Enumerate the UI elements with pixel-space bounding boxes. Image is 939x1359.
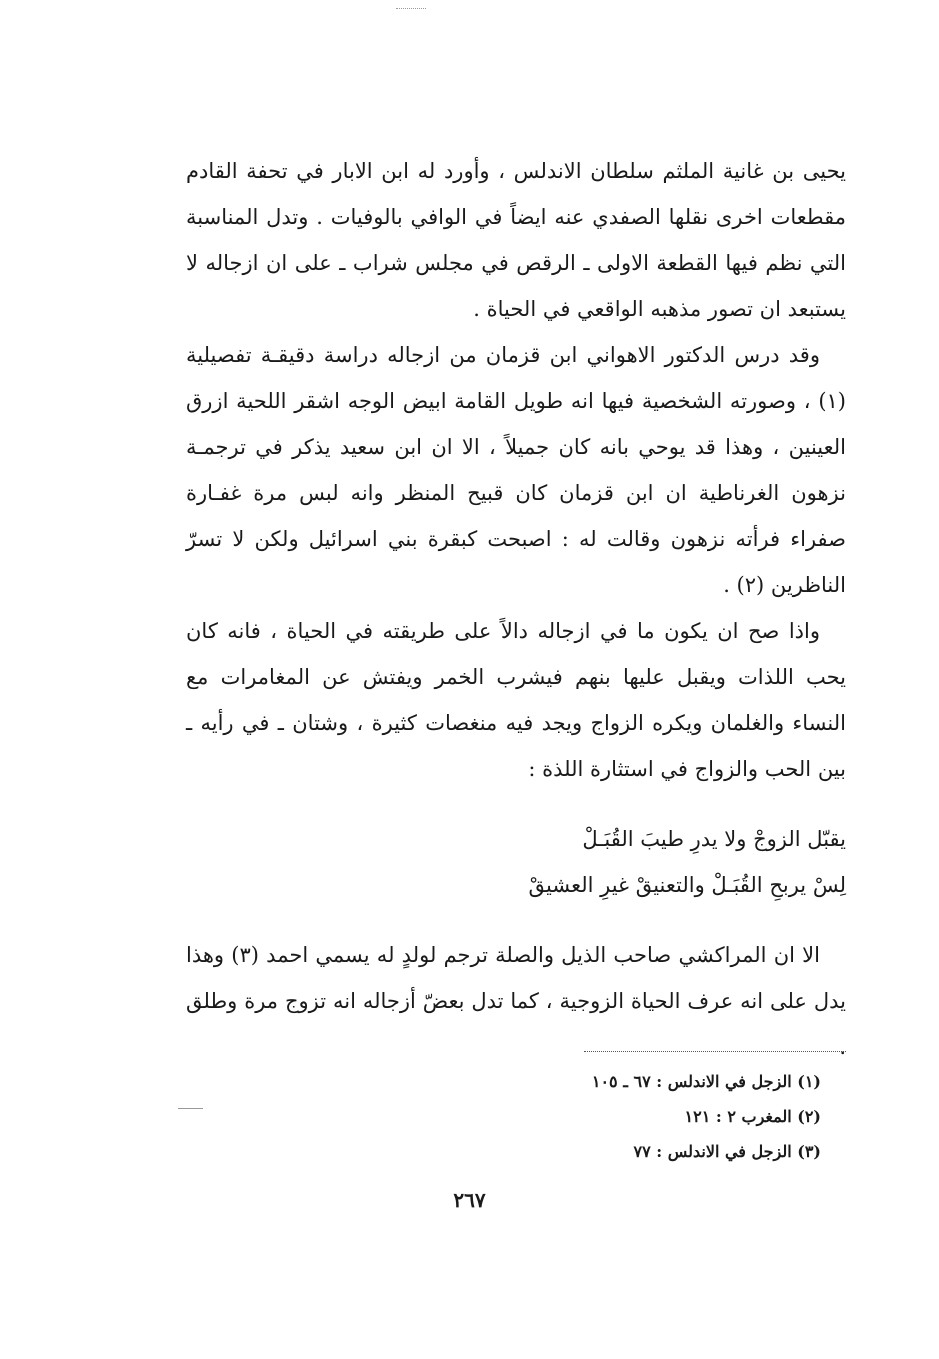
footnote-2: (٢) المغرب ٢ : ١٢١ — [684, 1107, 821, 1126]
scan-artifact-dash — [178, 1108, 203, 1109]
footnotes — [481, 1064, 821, 1169]
zajal-verse — [186, 816, 846, 908]
verse-line-1: يقبّل الزوجْ ولا يدرِ طيبَ القُبَـلْ — [582, 827, 846, 851]
paragraph-3: واذا صح ان يكون ما في ازجاله دالاً على طريقته في الحياة ، فانه كان يحب اللذات ويقبل عليها بنهم فيشرب الخمر ويفتش عن المغامرات مع النساء والغلمان ويكره الزواج ويجد فيه منغصات كثيرة ، وشتان ـ في رأيه ـ بين الحب والزواج في استثارة اللذة : — [186, 619, 846, 781]
page-number: ٢٦٧ — [453, 1188, 486, 1212]
footnote-1: (١) الزجل في الاندلس : ٦٧ ـ ١٠٥ — [591, 1072, 821, 1091]
paragraph-1: يحيى بن غانية الملثم سلطان الاندلس ، وأورد له ابن الابار في تحفة القادم مقطعات اخرى نقلها الصفدي عنه ايضاً في الوافي بالوفيات . وتدل المناسبة التي نظم فيها القطعة الاولى ـ الرقص في مجلس شراب ـ على ان ازجاله لا يستبعد ان تصور مذهبه الواقعي في الحياة . — [186, 159, 846, 321]
paragraph-2: وقد درس الدكتور الاهواني ابن قزمان من ازجاله دراسة دقيقـة تفصيلية (١) ، وصورته الشخصية فيها انه طويل القامة ابيض الوجه اشقر اللحية ازرق العينين ، وهذا قد يوحي بانه كان جميلاً ، الا ان ابن سعيد يذكر في ترجمـة نزهون الغرناطية ان ابن قزمان كان قبيح المنظر وانه لبس مرة غفـارة صفراء فرأته نزهون وقالت له : اصبحت كبقرة بني اسرائيل ولكن لا تسرّ الناظرين (٢) . — [186, 343, 846, 597]
footnote-separator — [584, 1051, 846, 1052]
scan-mark — [396, 8, 426, 9]
verse-line-2: لِسْ يربحِ القُبَـلْ والتعنيقْ غيرِ العشيقْ — [528, 873, 846, 897]
footnote-3: (٣) الزجل في الاندلس : ٧٧ — [633, 1142, 821, 1161]
main-text — [186, 148, 846, 1070]
paragraph-4: الا ان المراكشي صاحب الذيل والصلة ترجم لولدٍ له يسمي احمد (٣) وهذا يدل على انه عرف الحياة الزوجية ، كما تدل بعضّ أزجاله انه تزوج مرة وطلق . — [186, 943, 846, 1059]
